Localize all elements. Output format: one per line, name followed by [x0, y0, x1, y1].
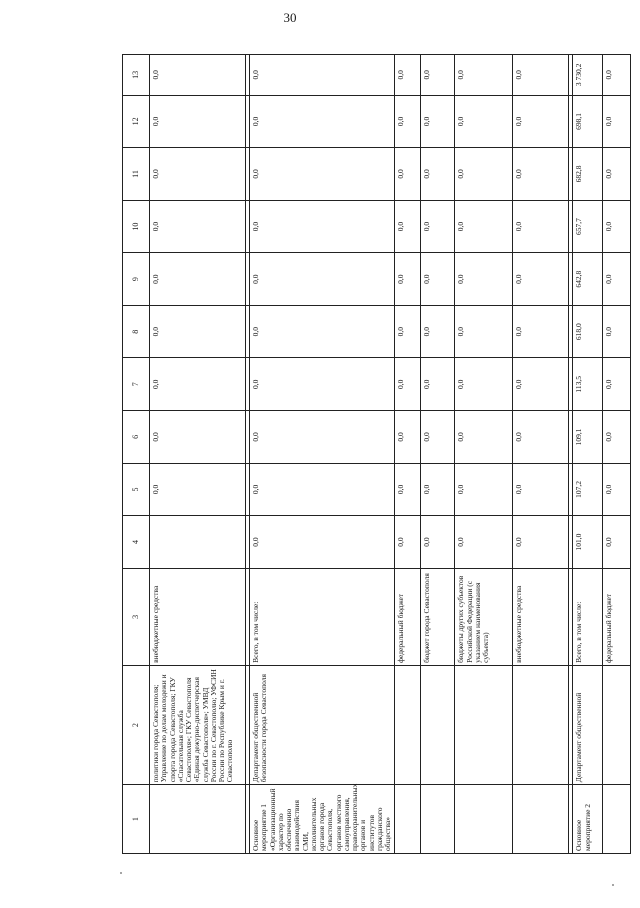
value-cell: 0,0: [421, 463, 455, 516]
table-row: [250, 55, 395, 854]
rotated-table: [122, 54, 614, 854]
value-cell: 0,0: [421, 411, 455, 464]
value-cell: 0,0: [603, 55, 631, 96]
source-cell: бюджет города Севастополя: [421, 568, 455, 665]
executor-cell: политики города Севастополя; Управление по делам молодежи и спорта города Севастополя; ГКУ «Спасательная служба Севастополя»; ГКУ Севастополя «Единая дежурно-диспетчерская служба Севастополя»; УМВД России по г. Севастополю; УФСИН России по Республике Крым и г. Севастополю: [150, 665, 246, 784]
source-cell: бюджеты других субъектов Российской Федерации (с указанием наименования субъекта): [455, 568, 513, 665]
value-cell: 0,0: [603, 200, 631, 253]
table-body: [123, 55, 631, 854]
value-cell: 0,0: [150, 463, 246, 516]
scan-speck: [612, 884, 614, 886]
value-cell: 0,0: [250, 253, 395, 306]
value-cell: 0,0: [150, 95, 246, 148]
value-cell: 698,1: [573, 95, 603, 148]
source-cell: федеральный бюджет: [603, 568, 631, 665]
value-cell: 0,0: [513, 95, 569, 148]
page-number: 30: [283, 10, 297, 25]
value-cell: 0,0: [150, 148, 246, 201]
executor-cell: [455, 665, 513, 784]
value-cell: 0,0: [150, 253, 246, 306]
column-header: 2: [123, 665, 150, 784]
value-cell: 0,0: [395, 148, 421, 201]
value-cell: 0,0: [603, 358, 631, 411]
value-cell: 0,0: [455, 95, 513, 148]
source-cell: Всего, в том числе:: [250, 568, 395, 665]
value-cell: [150, 516, 246, 569]
value-cell: 0,0: [455, 55, 513, 96]
value-cell: 0,0: [513, 411, 569, 464]
value-cell: 0,0: [603, 253, 631, 306]
column-header: 7: [123, 358, 150, 411]
value-cell: 0,0: [421, 55, 455, 96]
value-cell: 113,5: [573, 358, 603, 411]
table-row: [455, 55, 513, 854]
column-header: 12: [123, 95, 150, 148]
value-cell: 101,0: [573, 516, 603, 569]
value-cell: 107,2: [573, 463, 603, 516]
value-cell: 0,0: [250, 95, 395, 148]
value-cell: 0,0: [603, 95, 631, 148]
value-cell: 0,0: [250, 358, 395, 411]
table-row: [421, 55, 455, 854]
value-cell: 0,0: [421, 516, 455, 569]
value-cell: 0,0: [421, 253, 455, 306]
value-cell: 0,0: [513, 200, 569, 253]
value-cell: 0,0: [455, 305, 513, 358]
value-cell: 682,8: [573, 148, 603, 201]
source-cell: внебюджетные средства: [513, 568, 569, 665]
table-row: [513, 55, 569, 854]
value-cell: 0,0: [250, 148, 395, 201]
source-cell: федеральный бюджет: [395, 568, 421, 665]
value-cell: 0,0: [603, 516, 631, 569]
value-cell: 0,0: [395, 411, 421, 464]
column-header: 8: [123, 305, 150, 358]
value-cell: 0,0: [421, 358, 455, 411]
activity-cell: Основное мероприятие 2: [573, 785, 603, 854]
value-cell: 0,0: [395, 253, 421, 306]
value-cell: 0,0: [250, 411, 395, 464]
column-header: 9: [123, 253, 150, 306]
rotated-table-frame: [122, 54, 614, 854]
value-cell: 0,0: [150, 55, 246, 96]
value-cell: 0,0: [513, 305, 569, 358]
column-header: 1: [123, 785, 150, 854]
value-cell: 0,0: [150, 411, 246, 464]
value-cell: 0,0: [395, 200, 421, 253]
value-cell: 0,0: [513, 55, 569, 96]
executor-cell: [603, 665, 631, 784]
column-header: 10: [123, 200, 150, 253]
activity-cell: [455, 785, 513, 854]
value-cell: 0,0: [603, 305, 631, 358]
activity-cell: [395, 785, 421, 854]
column-header: 3: [123, 568, 150, 665]
column-header: 11: [123, 148, 150, 201]
header-row: [123, 55, 150, 854]
value-cell: 0,0: [513, 358, 569, 411]
value-cell: 0,0: [395, 95, 421, 148]
value-cell: 0,0: [455, 148, 513, 201]
value-cell: 0,0: [455, 516, 513, 569]
scan-speck: [120, 872, 122, 874]
table-row: [573, 55, 603, 854]
value-cell: 0,0: [421, 95, 455, 148]
activity-cell: Основное мероприятие 1 «Организационный характер по обеспечению взаимодействия СМИ, исполнительных органов города Севастополя, органов местного самоуправления, правоохранительных органов и институтов гражданского общества»: [250, 785, 395, 854]
value-cell: 0,0: [250, 305, 395, 358]
value-cell: 0,0: [603, 411, 631, 464]
value-cell: 0,0: [455, 200, 513, 253]
value-cell: 0,0: [250, 55, 395, 96]
value-cell: 0,0: [395, 55, 421, 96]
source-cell: внебюджетные средства: [150, 568, 246, 665]
value-cell: 0,0: [395, 463, 421, 516]
value-cell: 0,0: [150, 358, 246, 411]
table-row: [150, 55, 246, 854]
value-cell: 0,0: [455, 411, 513, 464]
value-cell: 0,0: [150, 305, 246, 358]
executor-cell: Департамент общественной: [573, 665, 603, 784]
source-cell: Всего, в том числе:: [573, 568, 603, 665]
executor-cell: [395, 665, 421, 784]
column-header: 13: [123, 55, 150, 96]
value-cell: 0,0: [513, 148, 569, 201]
value-cell: 0,0: [513, 516, 569, 569]
value-cell: 0,0: [421, 200, 455, 253]
value-cell: 0,0: [421, 148, 455, 201]
activity-cell: [150, 785, 246, 854]
executor-cell: [513, 665, 569, 784]
executor-cell: [421, 665, 455, 784]
column-header: 5: [123, 463, 150, 516]
value-cell: 0,0: [455, 358, 513, 411]
value-cell: 0,0: [421, 305, 455, 358]
value-cell: 0,0: [150, 200, 246, 253]
value-cell: 0,0: [250, 516, 395, 569]
value-cell: 0,0: [513, 253, 569, 306]
budget-table: [122, 54, 631, 854]
value-cell: 0,0: [603, 148, 631, 201]
executor-cell: Департамент общественной безопасности города Севастополя: [250, 665, 395, 784]
value-cell: 642,8: [573, 253, 603, 306]
activity-cell: [513, 785, 569, 854]
value-cell: 0,0: [455, 463, 513, 516]
value-cell: 657,7: [573, 200, 603, 253]
value-cell: 109,1: [573, 411, 603, 464]
value-cell: 3 730,2: [573, 55, 603, 96]
table-row: [603, 55, 631, 854]
column-header: 6: [123, 411, 150, 464]
activity-cell: [421, 785, 455, 854]
value-cell: 0,0: [250, 463, 395, 516]
value-cell: 618,0: [573, 305, 603, 358]
value-cell: 0,0: [250, 200, 395, 253]
value-cell: 0,0: [455, 253, 513, 306]
table-row: [395, 55, 421, 854]
activity-cell: [603, 785, 631, 854]
value-cell: 0,0: [513, 463, 569, 516]
value-cell: 0,0: [603, 463, 631, 516]
column-header: 4: [123, 516, 150, 569]
value-cell: 0,0: [395, 305, 421, 358]
value-cell: 0,0: [395, 358, 421, 411]
value-cell: 0,0: [395, 516, 421, 569]
